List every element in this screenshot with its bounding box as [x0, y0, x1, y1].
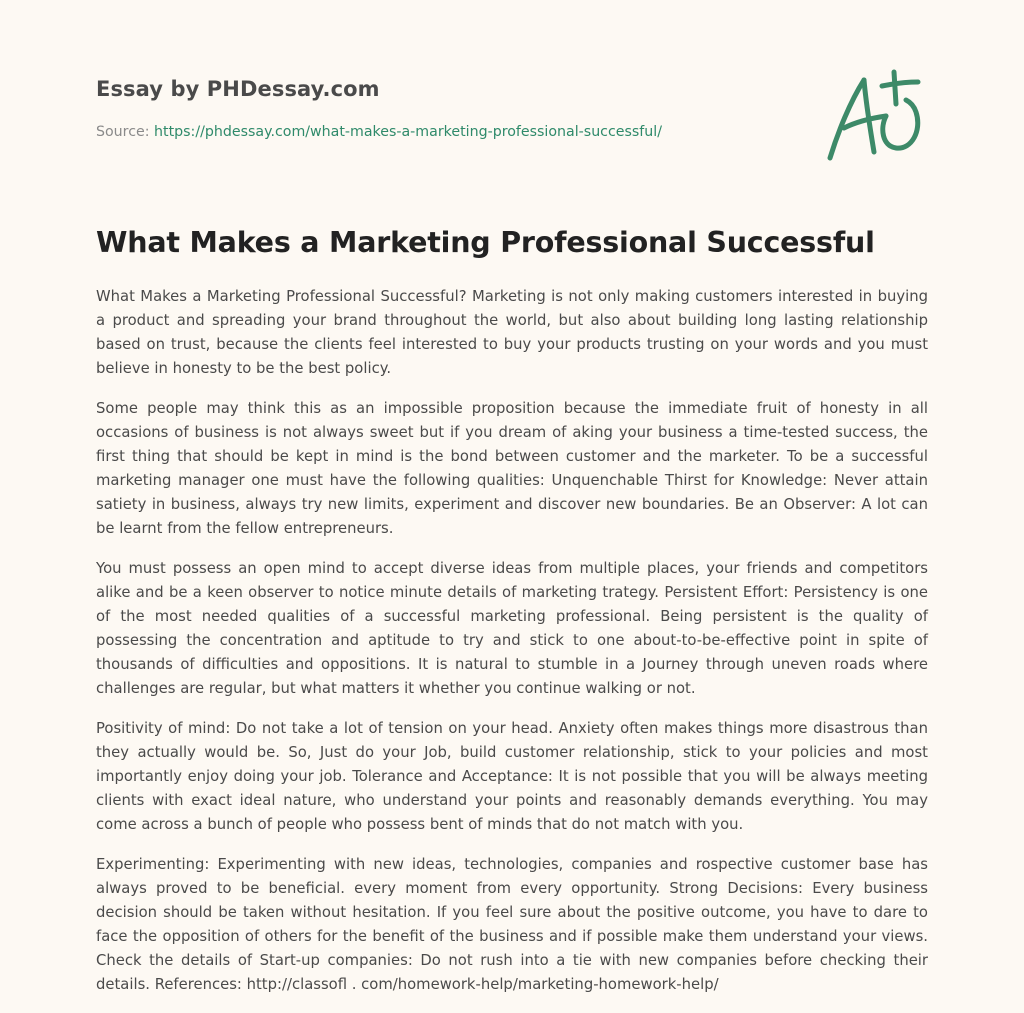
source-line [96, 124, 662, 140]
essay-body [96, 285, 928, 1013]
site-brand: Essay by PHDessay.com [96, 77, 380, 101]
source-label: Source: [96, 124, 150, 140]
a-plus-grade-icon [822, 66, 932, 166]
essay-title: What Makes a Marketing Professional Successful [96, 226, 875, 259]
essay-paragraph: You must possess an open mind to accept diverse ideas from multiple places, your friends and competitors alike and be a keen observer to notice minute details of marketing trategy. Persistent Effort: Persistency is one of the most needed qualities of a successful marketing professional. Being persistent is the quality of possessing the concentration and aptitude to try and stick to one about-to-be-effective point in spite of thousands of difficulties and oppositions. It is natural to stumble in a Journey through uneven roads where challenges are regular, but what matters it whether you continue walking or not. [96, 560, 928, 697]
source-link[interactable]: https://phdessay.com/what-makes-a-marketing-professional-successful/ [154, 124, 663, 140]
essay-paragraph: Experimenting: Experimenting with new ideas, technologies, companies and rospective customer base has always proved to be beneficial. every moment from every opportunity. Strong Decisions: Every business decision should be taken without hesitation. If you feel sure about the positive outcome, you have to dare to face the opposition of others for the benefit of the business and if possible make them understand your views. Check the details of Start-up companies: Do not rush into a tie with new companies before checking their details. References: http://classofl . com/homework-help/marketing-homework-help/ [96, 856, 928, 993]
essay-paragraph: Some people may think this as an impossible proposition because the immediate fruit of honesty in all occasions of business is not always sweet but if you dream of aking your business a time-tested success, the first thing that should be kept in mind is the bond between customer and the marketer. To be a successful marketing manager one must have the following qualities: Unquenchable Thirst for Knowledge: Never attain satiety in business, always try new limits, experiment and discover new boundaries. Be an Observer: A lot can be learnt from the fellow entrepreneurs. [96, 400, 928, 537]
essay-paragraph: What Makes a Marketing Professional Successful? Marketing is not only making customers interested in buying a product and spreading your brand throughout the world, but also about building long lasting relationship based on trust, because the clients feel interested to buy your products trusting on your words and you must believe in honesty to be the best policy. [96, 288, 928, 377]
essay-paragraph: Positivity of mind: Do not take a lot of tension on your head. Anxiety often makes things more disastrous than they actually would be. So, Just do your Job, build customer relationship, stick to your policies and most importantly enjoy doing your job. Tolerance and Acceptance: It is not possible that you will be always meeting clients with exact ideal nature, who understand your points and reasonably demands everything. You may come across a bunch of people who possess bent of minds that do not match with you. [96, 720, 928, 833]
